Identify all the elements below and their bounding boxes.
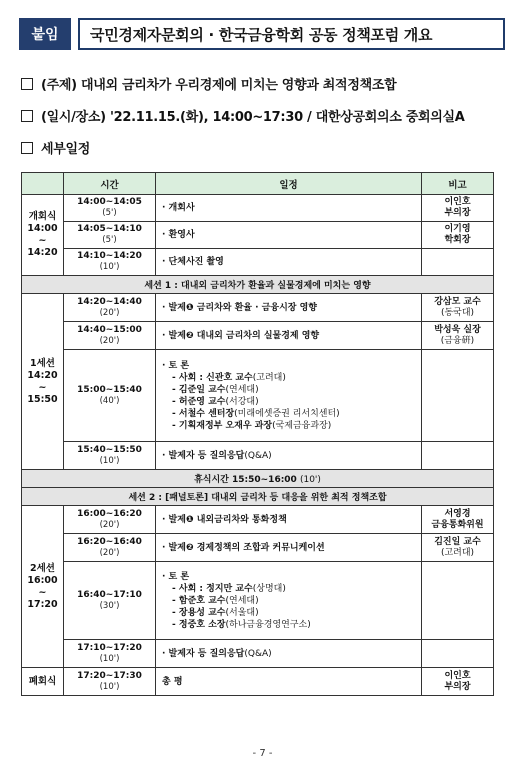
panel-cell: · 토 론 - 사회 : 신관호 교수(고려대) - 김준일 교수(연세대) - 허준영 교수(서강대) - 서철수 센터장(미래에셋증권 리서치센터) - 기획재정부 오재우 과장(국제금융과장) bbox=[156, 350, 422, 442]
note-cell: 이인호 부의장 bbox=[422, 195, 494, 222]
checkbox-icon bbox=[21, 142, 33, 154]
table-row bbox=[22, 350, 494, 442]
header-session bbox=[22, 173, 64, 195]
note-cell bbox=[422, 442, 494, 470]
table-row bbox=[22, 249, 494, 276]
note-cell bbox=[422, 249, 494, 276]
note-cell bbox=[422, 562, 494, 640]
note-cell bbox=[422, 350, 494, 442]
program-cell: · 발제❷ 경제정책의 조합과 커뮤니케이션 bbox=[156, 534, 422, 562]
table-row bbox=[22, 322, 494, 350]
table-row bbox=[22, 640, 494, 668]
program-cell: · 환영사 bbox=[156, 222, 422, 249]
session-closing: 폐회식 bbox=[22, 668, 64, 696]
document-header bbox=[19, 18, 505, 50]
bullet-topic bbox=[21, 74, 396, 93]
time-cell: 14:20~14:40 (20') bbox=[64, 294, 156, 322]
header-note: 비고 bbox=[422, 173, 494, 195]
time-cell: 14:40~15:00 (20') bbox=[64, 322, 156, 350]
session-1: 1세션 14:20 ~ 15:50 bbox=[22, 294, 64, 470]
table-row bbox=[22, 222, 494, 249]
note-cell: 이기영 학회장 bbox=[422, 222, 494, 249]
break-band-row bbox=[22, 470, 494, 488]
table-row bbox=[22, 534, 494, 562]
note-cell: 박성욱 실장 (금융硏) bbox=[422, 322, 494, 350]
attachment-tag: 붙임 bbox=[19, 18, 71, 50]
note-cell bbox=[422, 640, 494, 668]
note-cell: 서영경 금융통화위원 bbox=[422, 506, 494, 534]
session1-band: 세션 1 : 대내외 금리차가 환율과 실물경제에 미치는 영향 bbox=[22, 276, 494, 294]
bullet-datetime bbox=[21, 106, 465, 125]
time-cell: 14:10~14:20 (10') bbox=[64, 249, 156, 276]
session-2: 2세션 16:00 ~ 17:20 bbox=[22, 506, 64, 668]
checkbox-icon bbox=[21, 110, 33, 122]
program-cell: · 단체사진 촬영 bbox=[156, 249, 422, 276]
note-cell: 김진일 교수 (고려대) bbox=[422, 534, 494, 562]
bullet-schedule-text: 세부일정 bbox=[41, 142, 91, 157]
program-cell: · 발제자 등 질의응답(Q&A) bbox=[156, 640, 422, 668]
time-cell: 14:05~14:10 (5') bbox=[64, 222, 156, 249]
session1-band-row bbox=[22, 276, 494, 294]
session2-band: 세션 2 : [패널토론] 대내외 금리차 등 대응을 위한 최적 정책조합 bbox=[22, 488, 494, 506]
time-cell: 14:00~14:05 (5') bbox=[64, 195, 156, 222]
checkbox-icon bbox=[21, 78, 33, 90]
time-cell: 17:20~17:30 (10') bbox=[64, 668, 156, 696]
program-cell: · 개회사 bbox=[156, 195, 422, 222]
table-row bbox=[22, 506, 494, 534]
program-cell: · 발제❶ 금리차와 환율 · 금융시장 영향 bbox=[156, 294, 422, 322]
note-cell: 강삼모 교수 (동국대) bbox=[422, 294, 494, 322]
panel-cell: · 토 론 - 사회 : 정지만 교수(상명대) - 함준호 교수(연세대) - 장용성 교수(서울대) - 정중호 소장(하나금융경영연구소) bbox=[156, 562, 422, 640]
time-cell: 16:40~17:10 (30') bbox=[64, 562, 156, 640]
time-cell: 16:20~16:40 (20') bbox=[64, 534, 156, 562]
table-row bbox=[22, 442, 494, 470]
document-title: 국민경제자문회의 · 한국금융학회 공동 정책포럼 개요 bbox=[78, 18, 505, 50]
program-cell: · 발제자 등 질의응답(Q&A) bbox=[156, 442, 422, 470]
time-cell: 15:00~15:40 (40') bbox=[64, 350, 156, 442]
table-row bbox=[22, 294, 494, 322]
time-cell: 15:40~15:50 (10') bbox=[64, 442, 156, 470]
table-row bbox=[22, 562, 494, 640]
header-time: 시간 bbox=[64, 173, 156, 195]
note-cell: 이인호 부의장 bbox=[422, 668, 494, 696]
header-program: 일정 bbox=[156, 173, 422, 195]
table-header-row bbox=[22, 173, 494, 195]
schedule-table bbox=[21, 172, 494, 696]
bullet-datetime-text: (일시/장소) '22.11.15.(화), 14:00~17:30 / 대한상공회의소 중회의실A bbox=[41, 110, 465, 125]
break-band: 휴식시간 15:50~16:00 (10') bbox=[22, 470, 494, 488]
program-cell: · 발제❶ 내외금리차와 통화정책 bbox=[156, 506, 422, 534]
session-opening: 개회식 14:00 ~ 14:20 bbox=[22, 195, 64, 276]
page-number: - 7 - bbox=[252, 748, 273, 759]
table-row bbox=[22, 668, 494, 696]
program-cell: · 발제❷ 대내외 금리차의 실물경제 영향 bbox=[156, 322, 422, 350]
bullet-schedule bbox=[21, 138, 90, 157]
program-cell: 총 평 bbox=[156, 668, 422, 696]
time-cell: 16:00~16:20 (20') bbox=[64, 506, 156, 534]
bullet-topic-text: (주제) 대내외 금리차가 우리경제에 미치는 영향과 최적정책조합 bbox=[41, 78, 397, 93]
time-cell: 17:10~17:20 (10') bbox=[64, 640, 156, 668]
table-row bbox=[22, 195, 494, 222]
session2-band-row bbox=[22, 488, 494, 506]
